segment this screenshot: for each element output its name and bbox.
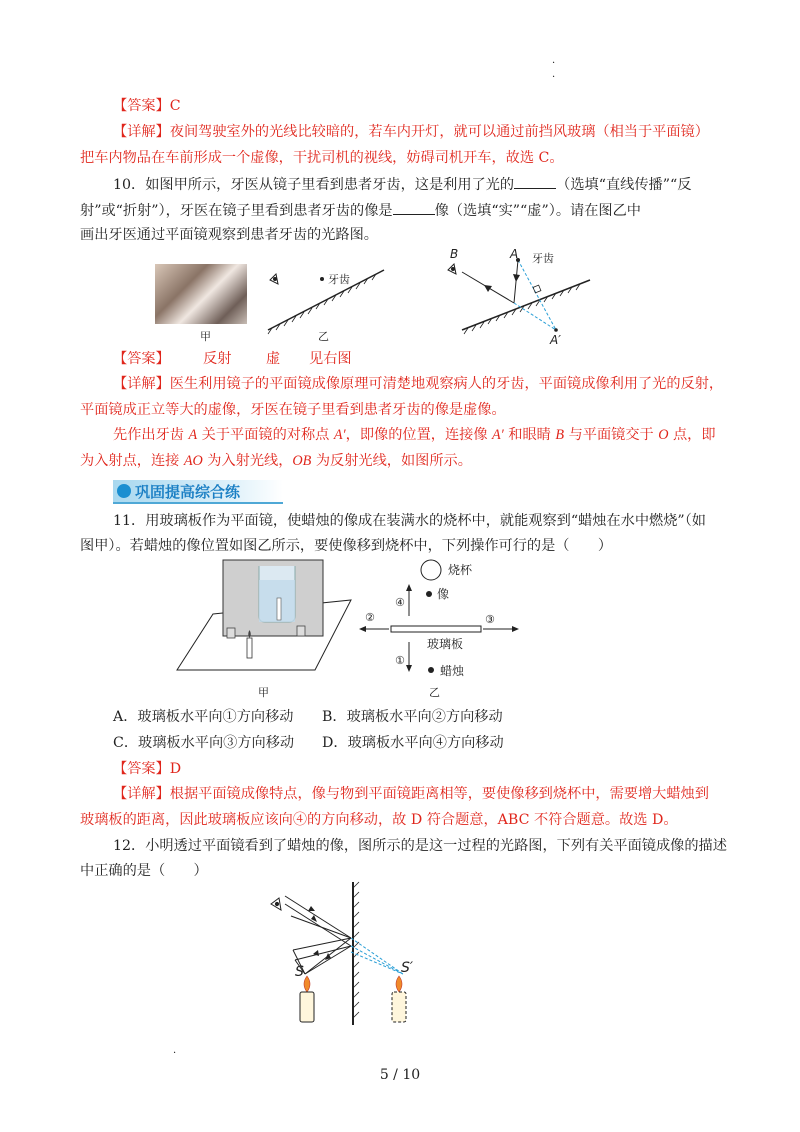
section-header [113,480,283,502]
symbol-A: A [188,427,198,443]
support-block [297,626,305,636]
q10-answer [113,349,352,369]
label-1: ① [395,654,405,667]
detail-text: 为入射光线， [202,453,293,469]
figure-label-jia: 甲 [200,330,211,343]
arrow-head [406,665,412,672]
flame [304,976,310,992]
detail-text: 医生利用镜子的平面镜成像原理可清楚地观察病人的牙齿，平面镜成像利用了光的反射， [169,376,724,392]
option-B[interactable]: B．玻璃板水平向②方向移动 [322,709,503,725]
q10-detail-line-4 [80,451,472,471]
eye-icon [270,274,278,284]
detail-text: 为反射光线，如图所示。 [311,453,472,469]
q10-stem-line-2 [80,200,641,221]
symbol-B: B [555,427,565,443]
bullet-icon [117,484,131,498]
label-A-prime: A′ [550,333,561,347]
detail-text: ，即像的位置，连接像 [345,427,493,443]
glass-label: 玻璃板 [427,637,464,651]
image-candle [392,992,406,1022]
stem-text: （选填“直线传播”“反 [556,177,692,193]
virtual-rays [351,938,403,974]
stem-text: 像（选填“实”“虚”）。请在图乙中 [434,203,641,219]
label-B: B [450,247,459,261]
rays [285,896,351,974]
candle [300,992,314,1022]
dashed-extension [514,303,556,330]
q11-answer [113,759,181,779]
candle [247,638,252,658]
answer-2: 虚 [266,351,281,367]
mirror-line [462,280,590,330]
image-flame [396,976,402,992]
mirror-hatching [268,274,376,334]
right-angle-mark [533,285,541,293]
symbol-O: O [658,427,669,443]
detail-text: 根据平面镜成像特点，像与物到平面镜距离相等，要使像移到烧杯中，需要增大蜡烛到 [169,786,709,802]
label-tooth: 牙齿 [532,252,554,265]
figure-label-yi: 乙 [318,330,329,343]
beaker-circle [421,560,441,580]
figure-label-jia: 甲 [258,686,269,699]
detail-text: 先作出牙齿 [113,427,189,443]
mirror-hatching [464,284,580,334]
detail-text: 和眼睛 [503,427,556,443]
option-A[interactable]: A．玻璃板水平向①方向移动 [113,709,294,725]
arrow-head [512,626,519,632]
detail-tag: 【详解】 [113,124,170,140]
answer-tag: 【答案】 [113,351,170,367]
figure-label-yi: 乙 [429,686,440,699]
detail-text: 点，即 [668,427,716,443]
label-S: S [295,964,304,980]
answer-blank[interactable] [393,200,435,215]
q10-stem-line-1 [113,174,691,195]
page-mark: · [552,72,556,83]
image-point [426,591,432,597]
candle-point [428,667,434,673]
q10-stem-line-3: 画出牙医通过平面镜观察到患者牙齿的光路图。 [80,227,378,243]
q10-detail-line-3 [113,425,716,445]
option-C[interactable]: C．玻璃板水平向③方向移动 [113,735,295,751]
q10-detail-line-2: 平面镜成正立等大的虚像，牙医在镜子里看到患者牙齿的像是虚像。 [80,402,506,418]
ray-arrow [484,285,492,292]
answer-3: 见右图 [309,351,352,367]
q11-detail-line-2: 玻璃板的距离，因此玻璃板应该向④的方向移动，故 D 符合题意，ABC 不符合题意。故选 D。 [80,812,678,828]
dentist-photo [155,264,247,324]
detail-text: 为入射点，连接 [80,453,184,469]
detail-text: 与平面镜交于 [564,427,659,443]
q12-stem-line-1: 12．小明透过平面镜看到了蜡烛的像，图所示的是这一过程的光路图，下列有关平面镜成像的描述 [113,838,727,854]
answer-tag: 【答案】 [113,98,170,114]
candle-image [277,598,281,620]
stem-text: 10．如图甲所示，牙医从镜子里看到患者牙齿，这是利用了光的 [113,177,515,193]
detail-tag: 【详解】 [113,376,170,392]
q9-detail-line-1 [113,122,709,142]
label-4: ④ [395,596,405,609]
label-2: ② [365,611,375,624]
q11-figure-jia [175,558,355,678]
mirror-line [268,270,384,330]
q9-answer [113,96,181,116]
q10-detail-line-1 [113,374,723,394]
arrow-head [406,584,412,591]
answer-text: D [169,761,182,777]
eye-icon [271,898,281,910]
answer-tag: 【答案】 [113,761,170,777]
detail-text: 夜间驾驶室外的光线比较暗的，若车内开灯，就可以通过前挡风玻璃（相当于平面镜） [169,124,709,140]
q11-stem-line-2: 图甲）。若蜡烛的像位置如图乙所示，要使像移到烧杯中，下列操作可行的是（ ） [80,538,613,554]
q11-figure-yi [355,558,525,678]
image-label: 像 [437,587,450,601]
answer-blank[interactable] [514,174,556,189]
answer-text: C [169,98,181,114]
q11-stem-line-1: 11．用玻璃板作为平面镜，使蜡烛的像成在装满水的烧杯中，就能观察到“蜡烛在水中燃烧”（如 [113,513,706,529]
q12-figure [265,880,425,1030]
eye-icon [448,264,456,274]
symbol-A-prime: A′ [333,427,346,443]
glass-plate [391,626,481,632]
support-block [227,628,235,638]
q12-stem-line-2: 中正确的是（ ） [80,863,208,879]
detail-text: 关于平面镜的对称点 [197,427,334,443]
tooth-point [320,277,324,281]
answer-1: 反射 [203,351,232,367]
page-number: 5 / 10 [379,1067,421,1083]
symbol-A-prime: A′ [492,427,504,443]
q9-detail-line-2: 把车内物品在车前形成一个虚像，干扰司机的视线，妨碍司机开车，故选 C。 [80,150,564,166]
q11-detail-line-1 [113,784,709,804]
stem-text: 射”或“折射”），牙医在镜子里看到患者牙齿的像是 [80,203,393,219]
label-A: A [510,247,519,261]
point-A-prime [554,328,558,332]
arrow-head [359,626,366,632]
section-title: 巩固提高综合练 [135,483,241,501]
q10-answer-figure [440,244,600,348]
candle-label: 蜡烛 [440,664,465,678]
label-3: ③ [485,613,495,626]
tooth-label: 牙齿 [328,273,350,286]
label-S-prime: S′ [401,960,414,976]
footer-mark: · [173,1048,177,1059]
symbol-AO: AO [183,453,203,469]
beaker-label: 烧杯 [448,563,473,577]
option-D[interactable]: D．玻璃板水平向④方向移动 [322,735,504,751]
symbol-OB: OB [292,453,312,469]
detail-tag: 【详解】 [113,786,170,802]
ray-arrow [513,274,520,282]
page-mark: · [552,58,556,69]
